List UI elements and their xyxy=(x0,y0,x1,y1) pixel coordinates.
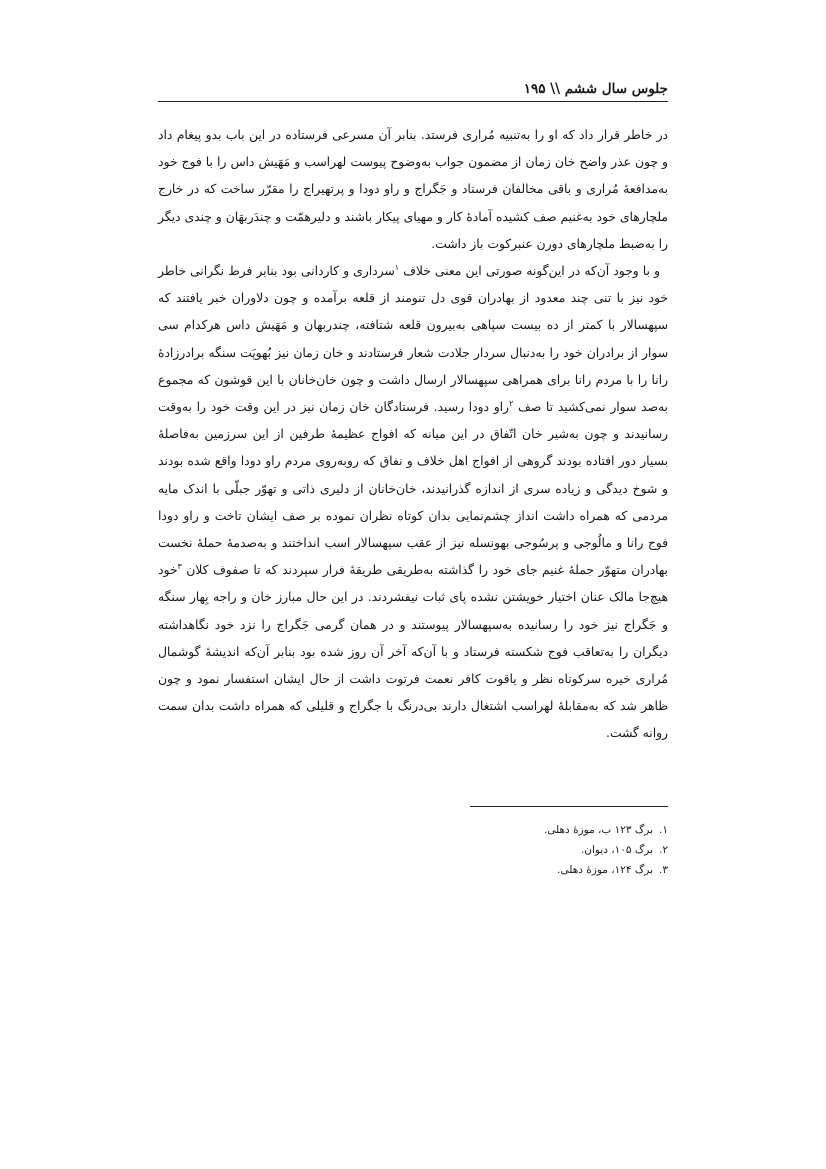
footnote-marker-2[interactable]: ۲ xyxy=(509,398,514,408)
footnote-2 xyxy=(408,840,668,860)
footnote-number: ۱. xyxy=(659,824,668,836)
footnote-3 xyxy=(408,860,668,880)
paragraph-2-segment-2: سرداری و کاردانی بود بنابر فرط نگرانی خاطر خود نیز با تنی چند معدود از بهادران قوی دل تنومند از قلعه برآمده و چون دلاوران خبر یافتند که سپهسالار با کمتر از ده بیست سپاهی به‌بیرون قلعه شتافته، چندربهان و مَهَیش داس هرکدام سی سوار از برادران خود را به‌دنبال سردار جلادت شعار فرستادند و خان زمان نیز بُهوپَت سنگه برادرزادهٔ رانا را با مردم رانا برای همراهی سپهسالار ارسال داشت و چون خان‌خانان با این قوشون که مجموع به‌صد سوار نمی‌کشید تا صف xyxy=(158,264,668,415)
footnote-number: ۲. xyxy=(659,844,668,856)
main-text xyxy=(158,122,668,748)
paragraph-2 xyxy=(158,258,668,748)
footnote-divider xyxy=(470,806,668,807)
paragraph-2-segment-3: راو دودا رسید. فرستادگان خان زمان نیز در این وقت خود را به‌وقت رسانیدند و چون به‌شیر خان اتّفاق در این میانه که افواج عظیمهٔ طرفین از این سرزمین به‌فاصلهٔ بسیار دور افتاده بودند گروهی از افواج اهل خلاف و نفاق که روبه‌روی مردم راو دودا واقع شده بودند و شوخ دیدگی و زیاده سری از اندازه گذرانیدند، خان‌خانان از دلیری ذاتی و تهوّر جبلّی با اندک مایه مردمی که همراه داشت انداز چشم‌نمایی بدان کوتاه نظران نموده بر صف ایشان تاخت و راو دودا فوج رانا و مالُوجی و پرسُوجی بهونسله نیز از عقب سپهسالار اسب انداختند و به‌صدمهٔ حملهٔ نخست بهادران متهوّر جملهٔ غنیم جای خود را گذاشته به‌طریقی طریقهٔ فرار سپردند که تا صفوف کلان xyxy=(158,400,668,578)
header-divider xyxy=(158,101,668,102)
footnotes xyxy=(408,820,668,880)
paragraph-2-segment-1: و با وجود آن‌که در این‌گونه صورتی این معنی خلاف xyxy=(403,264,660,279)
footnote-text: برگ ۱۲۳ ب، موزهٔ دهلی. xyxy=(543,824,654,836)
paragraph-2-segment-4: خود هیچ‌جا مالک عنان اختیار خویشتن نشده پای ثبات نیفشردند. در این حال مبارز خان و راجه بِهار سنگه و جَگراج نیز خود را رسانیده به‌سپهسالار پیوستند و در همان گرمی جَگراج را نزد خود نگاهداشته دیگران را به‌تعاقب فوج شکسته فرستاد و با آن‌که آخر آن روز شده بود بنابر آن‌که اندیشهٔ گوشمال مُراری خیره سرکوتاه نظر و یاقوت کافر نعمت فرتوت داشت از حال ایشان استفسار نمود و چون ظاهر شد که به‌مقابلهٔ لهراسب اشتغال دارند بی‌درنگ با جگراج و قلیلی که همراه داشت بدان سمت روانه گشت. xyxy=(158,563,668,741)
footnote-marker-3[interactable]: ۳ xyxy=(177,562,182,572)
footnote-1 xyxy=(408,820,668,840)
footnote-text: برگ ۱۲۴، موزهٔ دهلی. xyxy=(557,864,654,876)
running-head: جلوس سال ششم \\ ۱۹۵ xyxy=(523,81,668,97)
paragraph-1: در خاطر قرار داد که او را به‌تنبیه مُراری فرستد. بنابر آن مسرعی فرستاده در این باب بدو پیغام داد و چون عذر واضح خان زمان از مضمون جواب به‌وضوح پیوست لهراسب و مَهَیش داس را با فوج خود به‌مدافعهٔ مُراری و باقی مخالفان فرستاد و جَگراج و راو دودا و پرتهیراج را مقرّر ساخت که در خارج ملچارهای خود به‌غنیم صف کشیده آمادهٔ کار و مهیای پیکار باشند و دلیرهمّت و چندَربهَان و چندی دیگر را به‌ضبط ملچارهای دورن عنبرکوت باز داشت. xyxy=(158,128,668,251)
footnote-text: برگ ۱۰۵، دیوان. xyxy=(580,844,654,856)
footnote-number: ۳. xyxy=(659,864,668,876)
footnote-marker-1[interactable]: ۱ xyxy=(394,262,399,272)
